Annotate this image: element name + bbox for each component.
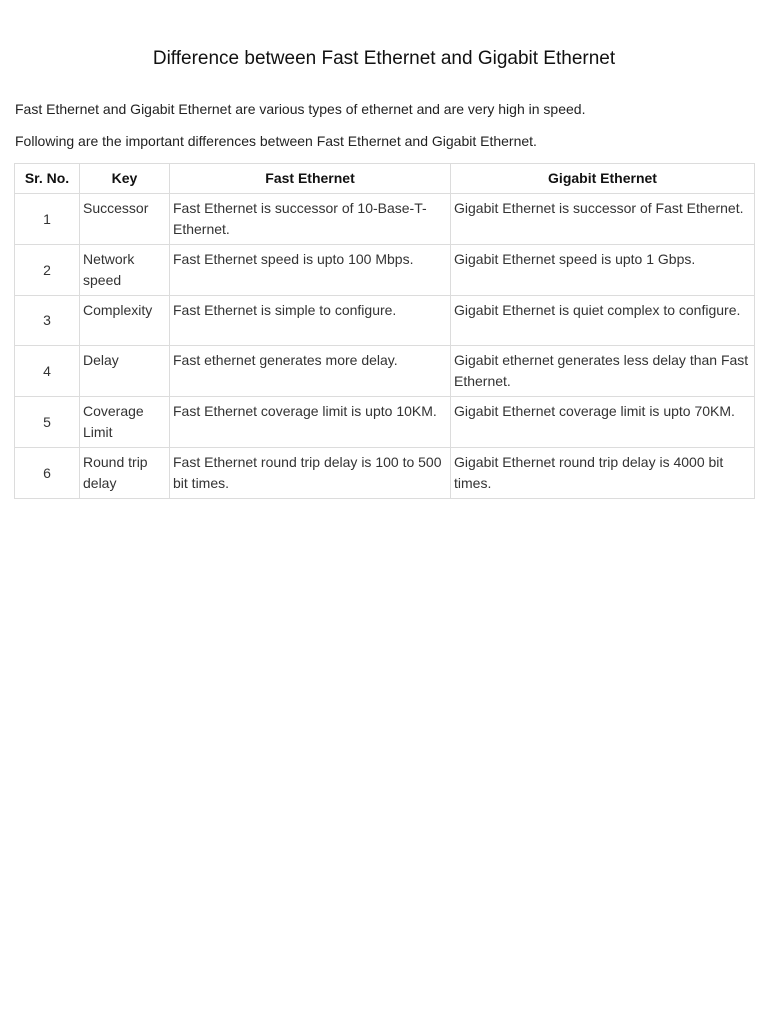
- row-number: 6: [15, 448, 80, 499]
- page-title: Difference between Fast Ethernet and Gigabit Ethernet: [152, 48, 616, 69]
- table-row: [15, 245, 755, 296]
- header-fast-ethernet: Fast Ethernet: [170, 164, 451, 194]
- row-number: 1: [15, 194, 80, 245]
- row-fast-ethernet: Fast ethernet generates more delay.: [170, 346, 451, 397]
- row-gigabit-ethernet: Gigabit Ethernet speed is upto 1 Gbps.: [451, 245, 755, 296]
- row-gigabit-ethernet: Gigabit Ethernet is quiet complex to configure.: [451, 296, 755, 346]
- row-fast-ethernet: Fast Ethernet speed is upto 100 Mbps.: [170, 245, 451, 296]
- row-fast-ethernet: Fast Ethernet is simple to configure.: [170, 296, 451, 346]
- row-number: 2: [15, 245, 80, 296]
- table-row: [15, 448, 755, 499]
- row-gigabit-ethernet: Gigabit ethernet generates less delay than Fast Ethernet.: [451, 346, 755, 397]
- row-key: Successor: [80, 194, 170, 245]
- table-row: [15, 194, 755, 245]
- row-key: Delay: [80, 346, 170, 397]
- row-gigabit-ethernet: Gigabit Ethernet coverage limit is upto 70KM.: [451, 397, 755, 448]
- row-number: 4: [15, 346, 80, 397]
- row-fast-ethernet: Fast Ethernet round trip delay is 100 to 500 bit times.: [170, 448, 451, 499]
- row-key: Round trip delay: [80, 448, 170, 499]
- comparison-table: [14, 163, 755, 499]
- header-sr-no: Sr. No.: [15, 164, 80, 194]
- row-key: Complexity: [80, 296, 170, 346]
- table-row: [15, 346, 755, 397]
- row-gigabit-ethernet: Gigabit Ethernet round trip delay is 4000 bit times.: [451, 448, 755, 499]
- row-key: Network speed: [80, 245, 170, 296]
- table-row: [15, 397, 755, 448]
- row-number: 5: [15, 397, 80, 448]
- row-number: 3: [15, 296, 80, 346]
- row-fast-ethernet: Fast Ethernet coverage limit is upto 10KM.: [170, 397, 451, 448]
- lead-paragraph: Following are the important differences between Fast Ethernet and Gigabit Ethernet.: [15, 133, 537, 149]
- table-header-row: [15, 164, 755, 194]
- row-gigabit-ethernet: Gigabit Ethernet is successor of Fast Ethernet.: [451, 194, 755, 245]
- table-row: [15, 296, 755, 346]
- header-gigabit-ethernet: Gigabit Ethernet: [451, 164, 755, 194]
- row-fast-ethernet: Fast Ethernet is successor of 10-Base-T-Ethernet.: [170, 194, 451, 245]
- row-key: Coverage Limit: [80, 397, 170, 448]
- header-key: Key: [80, 164, 170, 194]
- intro-paragraph: Fast Ethernet and Gigabit Ethernet are various types of ethernet and are very high in speed.: [15, 101, 586, 117]
